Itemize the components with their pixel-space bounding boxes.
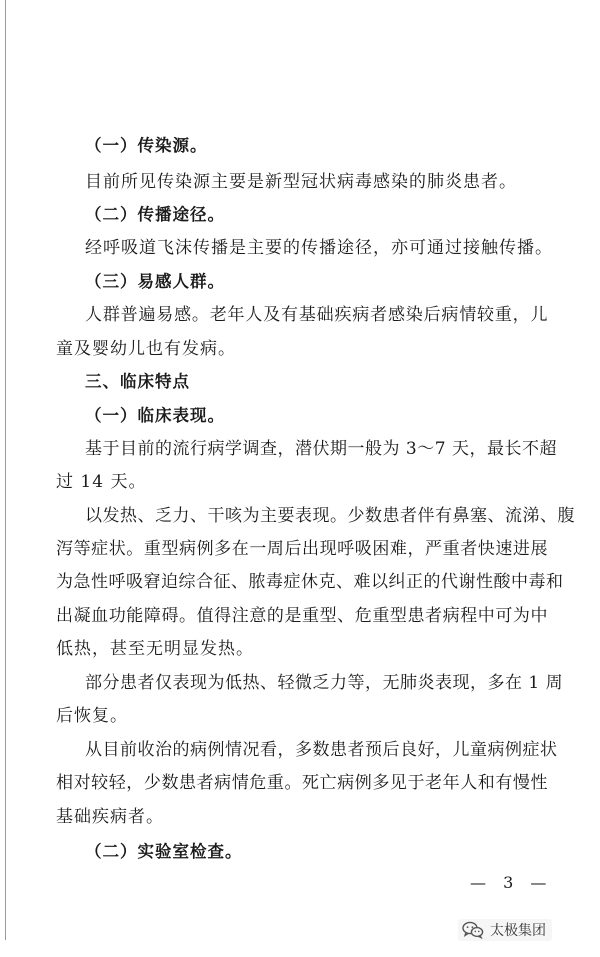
heading-susceptible-population: （三）易感人群。 xyxy=(85,272,225,291)
wechat-icon xyxy=(462,921,484,939)
text-para3-line2: 后恢复。 xyxy=(56,706,128,726)
text-para1-line2: 过 14 天。 xyxy=(56,472,147,492)
text-population-line1: 人群普遍易感。老年人及有基础疾病者感染后病情较重，儿 xyxy=(85,305,548,325)
heading-clinical-features: 三、临床特点 xyxy=(85,372,190,391)
heading-infection-source: （一）传染源。 xyxy=(85,136,208,155)
heading-clinical-manifestation: （一）临床表现。 xyxy=(85,406,225,425)
text-population-line2: 童及婴幼儿也有发病。 xyxy=(56,339,236,359)
text-para2-line5: 低热，甚至无明显发热。 xyxy=(56,639,254,659)
page-number: — 3 — xyxy=(470,873,553,892)
text-para3-line1: 部分患者仅表现为低热、轻微乏力等，无肺炎表现，多在 1 周 xyxy=(85,673,564,693)
heading-transmission-route: （二）传播途径。 xyxy=(85,205,225,224)
heading-lab-tests: （二）实验室检查。 xyxy=(85,842,243,861)
text-infection-source: 目前所见传染源主要是新型冠状病毒感染的肺炎患者。 xyxy=(85,172,517,192)
wechat-watermark xyxy=(458,919,552,941)
text-transmission-route: 经呼吸道飞沫传播是主要的传播途径，亦可通过接触传播。 xyxy=(85,238,553,258)
text-para2-line3: 为急性呼吸窘迫综合征、脓毒症休克、难以纠正的代谢性酸中毒和 xyxy=(56,572,564,592)
watermark-text: 太极集团 xyxy=(490,923,546,939)
text-para4-line3: 基础疾病者。 xyxy=(56,807,164,827)
text-para2-line1: 以发热、乏力、干咳为主要表现。少数患者伴有鼻塞、流涕、腹 xyxy=(85,506,575,526)
text-para1-line1: 基于目前的流行病学调查，潜伏期一般为 3～7 天，最长不超 xyxy=(85,439,557,459)
text-para2-line4: 出凝血功能障碍。值得注意的是重型、危重型患者病程中可为中 xyxy=(56,606,548,626)
text-para2-line2: 泻等症状。重型病例多在一周后出现呼吸困难，严重者快速进展 xyxy=(56,539,548,559)
text-para4-line2: 相对较轻，少数患者病情危重。死亡病例多见于老年人和有慢性 xyxy=(56,773,548,793)
text-para4-line1: 从目前收治的病例情况看，多数患者预后良好，儿童病例症状 xyxy=(85,740,558,760)
